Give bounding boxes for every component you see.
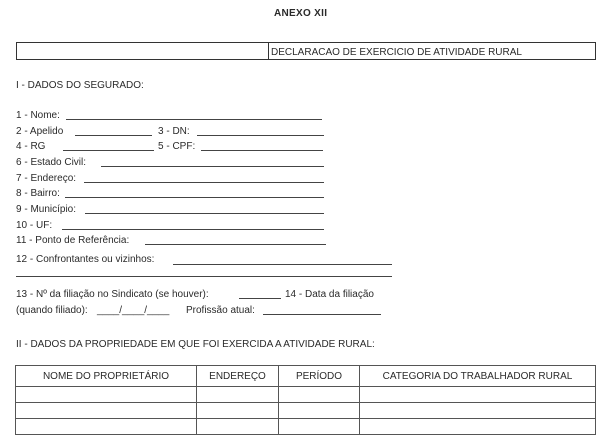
- column-header-proprietario: NOME DO PROPRIETÁRIO: [16, 366, 197, 387]
- data-filiacao-label: 14 - Data da filiação: [285, 289, 374, 300]
- dn-field[interactable]: [197, 135, 324, 136]
- table-cell[interactable]: [360, 387, 596, 403]
- declaration-header-box: [16, 42, 596, 60]
- table-row: [16, 403, 596, 419]
- filiacao-sindicato-field[interactable]: [239, 298, 281, 299]
- uf-label: 10 - UF:: [16, 220, 53, 231]
- estado-civil-field[interactable]: [101, 166, 324, 167]
- table-header-row: [16, 366, 596, 387]
- ponto-referencia-label: 11 - Ponto de Referência:: [16, 235, 130, 246]
- table-cell[interactable]: [279, 419, 360, 435]
- table-cell[interactable]: [197, 403, 279, 419]
- property-table: [15, 365, 596, 435]
- municipio-field[interactable]: [85, 213, 324, 214]
- column-header-periodo: PERÍODO: [279, 366, 360, 387]
- data-filiacao-field[interactable]: ____/____/____: [97, 305, 170, 316]
- municipio-label: 9 - Município:: [16, 204, 77, 215]
- cpf-field[interactable]: [201, 150, 323, 151]
- confrontantes-field-line-2[interactable]: [16, 276, 392, 277]
- rg-field[interactable]: [63, 150, 154, 151]
- column-header-categoria: CATEGORIA DO TRABALHADOR RURAL: [360, 366, 596, 387]
- ponto-referencia-field[interactable]: [145, 244, 326, 245]
- table-cell[interactable]: [16, 387, 197, 403]
- table-cell[interactable]: [279, 403, 360, 419]
- rg-label: 4 - RG: [16, 141, 46, 152]
- quando-filiado-label: (quando filiado):: [16, 305, 88, 316]
- apelido-label: 2 - Apelido: [16, 126, 64, 137]
- table-cell[interactable]: [360, 419, 596, 435]
- table-cell[interactable]: [279, 387, 360, 403]
- endereco-label: 7 - Endereço:: [16, 173, 77, 184]
- header-blank-cell[interactable]: [17, 43, 269, 59]
- endereco-field[interactable]: [84, 182, 324, 183]
- bairro-field[interactable]: [65, 197, 324, 198]
- cpf-label: 5 - CPF:: [158, 141, 196, 152]
- section-2-title: II - DADOS DA PROPRIEDADE EM QUE FOI EXERCIDA A ATIVIDADE RURAL:: [16, 339, 375, 350]
- confrontantes-label: 12 - Confrontantes ou vizinhos:: [16, 254, 155, 265]
- confrontantes-field[interactable]: [173, 264, 392, 265]
- uf-field[interactable]: [62, 229, 324, 230]
- nome-label: 1 - Nome:: [16, 110, 60, 121]
- section-1-title: I - DADOS DO SEGURADO:: [16, 80, 144, 91]
- nome-field[interactable]: [66, 119, 322, 120]
- table-cell[interactable]: [16, 419, 197, 435]
- apelido-field[interactable]: [75, 135, 152, 136]
- profissao-field[interactable]: [263, 314, 381, 315]
- column-header-endereco: ENDEREÇO: [197, 366, 279, 387]
- declaration-title: DECLARACAO DE EXERCICIO DE ATIVIDADE RURAL: [271, 47, 522, 58]
- table-cell[interactable]: [197, 419, 279, 435]
- table-cell[interactable]: [197, 387, 279, 403]
- profissao-label: Profissão atual:: [186, 305, 255, 316]
- dn-label: 3 - DN:: [158, 126, 190, 137]
- estado-civil-label: 6 - Estado Civil:: [16, 157, 87, 168]
- bairro-label: 8 - Bairro:: [16, 188, 60, 199]
- table-row: [16, 387, 596, 403]
- document-title: ANEXO XII: [274, 8, 328, 19]
- table-row: [16, 419, 596, 435]
- table-cell[interactable]: [360, 403, 596, 419]
- table-cell[interactable]: [16, 403, 197, 419]
- filiacao-sindicato-label: 13 - Nº da filiação no Sindicato (se houver):: [16, 289, 209, 300]
